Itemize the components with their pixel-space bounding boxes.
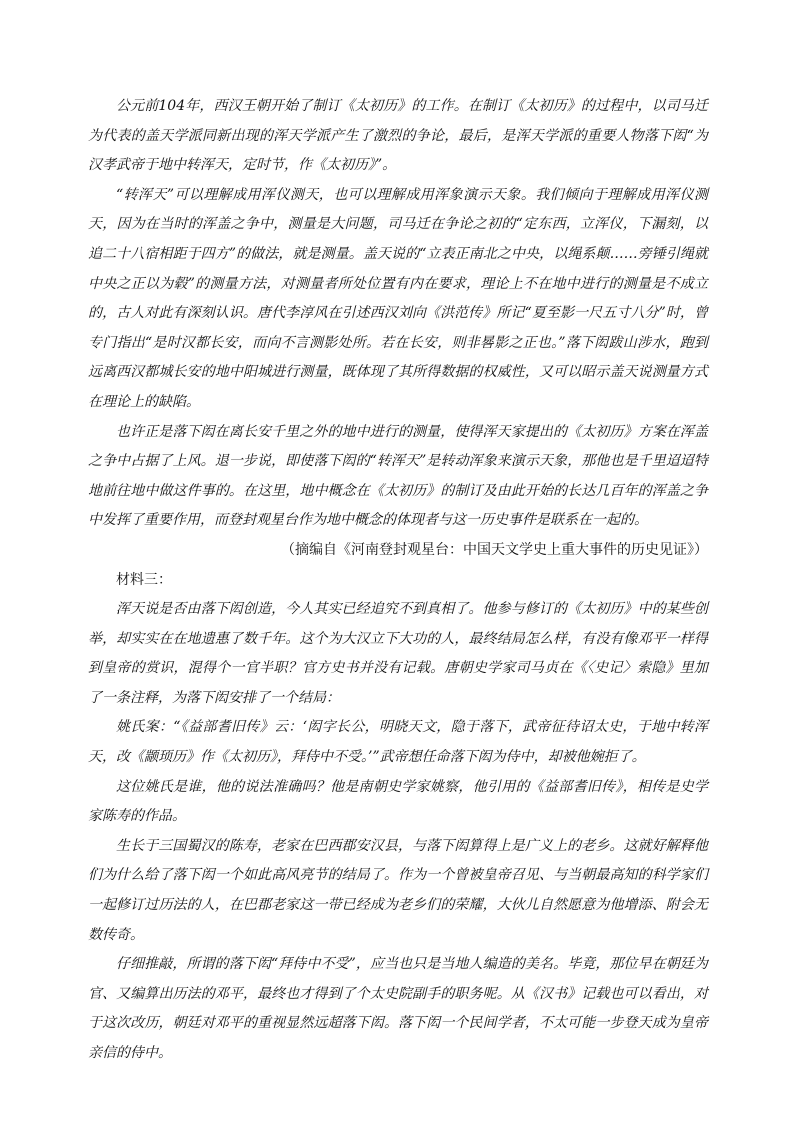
paragraph-6: 这位姚氏是谁，他的说法准确吗？他是南朝史学家姚察，他引用的《益部耆旧传》，相传是史学家陈寿的作品。 bbox=[88, 778, 708, 825]
source-citation: （摘编自《河南登封观星台：中国天文学史上重大事件的历史见证》） bbox=[281, 541, 708, 558]
paragraph-3: 也许正是落下闳在离长安千里之外的地中进行的测量，使得浑天家提出的《太初历》方案在浑盖之争中占据了上风。退一步说，即使落下闳的“转浑天”是转动浑象来演示天象，那他也是千里迢迢特地前往地中做这件事的。在这里，地中概念在《太初历》的制订及由此开始的长达几百年的浑盖之争中发挥了重要作用，而登封观星台作为地中概念的体现者与这一历史事件是联系在一起的。 bbox=[88, 423, 708, 529]
paragraph-2: “转浑天”可以理解成用浑仪测天，也可以理解成用浑象演示天象。我们倾向于理解成用浑仪测天，因为在当时的浑盖之争中，测量是大问题，司马迁在争论之初的“定东西，立浑仪，下漏刻，以追二十八宿相距于四方”的做法，就是测量。盖天说的“立表正南北之中央，以绳系颠……旁锤引绳就中央之正以为毂”的测量方法，对测量者所处位置有内在要求，理论上不在地中进行的测量是不成立的，古人对此有深刻认识。唐代李淳风在引述西汉刘向《洪范传》所记“夏至影一尺五寸八分”时，曾专门指出“是时汉都长安，而向不言测影处所。若在长安，则非晷影之正也。”落下闳跋山涉水，跑到远离西汉都城长安的地中阳城进行测量，既体现了其所得数据的权威性，又可以昭示盖天说测量方式在理论上的缺陷。 bbox=[88, 186, 708, 410]
paragraph-5: 姚氏案：“《益部耆旧传》云：‘闳字长公，明晓天文，隐于落下，武帝征待诏太史，于地中转浑天，改《颛顼历》作《太初历》，拜侍中不受。’”武帝想任命落下闳为侍中，却被他婉拒了。 bbox=[88, 719, 708, 766]
material-heading: 材料三： bbox=[116, 571, 172, 588]
paragraph-8: 仔细推敲，所谓的落下闳“拜侍中不受”，应当也只是当地人编造的美名。毕竟，那位早在朝廷为官、又编算出历法的邓平，最终也才得到了个太史院副手的职务呢。从《汉书》记载也可以看出，对于这次改历，朝廷对邓平的重视显然远超落下闳。落下闳一个民间学者，不太可能一步登天成为皇帝亲信的侍中。 bbox=[88, 956, 708, 1061]
paragraph-7: 生长于三国蜀汉的陈寿，老家在巴西郡安汉县，与落下闳算得上是广义上的老乡。这就好解释他们为什么给了落下闳一个如此高风亮节的结局了。作为一个曾被皇帝召见、与当朝最高知的科学家们一起修订过历法的人，在巴郡老家这一带已经成为老乡们的荣耀，大伙儿自然愿意为他增添、附会无数传奇。 bbox=[88, 837, 708, 943]
paragraph-1: 公元前104年，西汉王朝开始了制订《太初历》的工作。在制订《太初历》的过程中，以司马迁为代表的盖天学派同新出现的浑天学派产生了激烈的争论，最后，是浑天学派的重要人物落下闳“为汉孝武帝于地中转浑天，定时节，作《太初历》”。 bbox=[88, 98, 708, 174]
article-body bbox=[88, 92, 708, 1069]
paragraph-4: 浑天说是否由落下闳创造，今人其实已经追究不到真相了。他参与修订的《太初历》中的某些创举，却实实在在地遗惠了数千年。这个为大汉立下大功的人，最终结局怎么样，有没有像邓平一样得到皇帝的赏识，混得个一官半职？官方史书并没有记载。唐朝史学家司马贞在《〈史记〉索隐》里加了一条注释，为落下闳安排了一个结局： bbox=[88, 601, 708, 706]
